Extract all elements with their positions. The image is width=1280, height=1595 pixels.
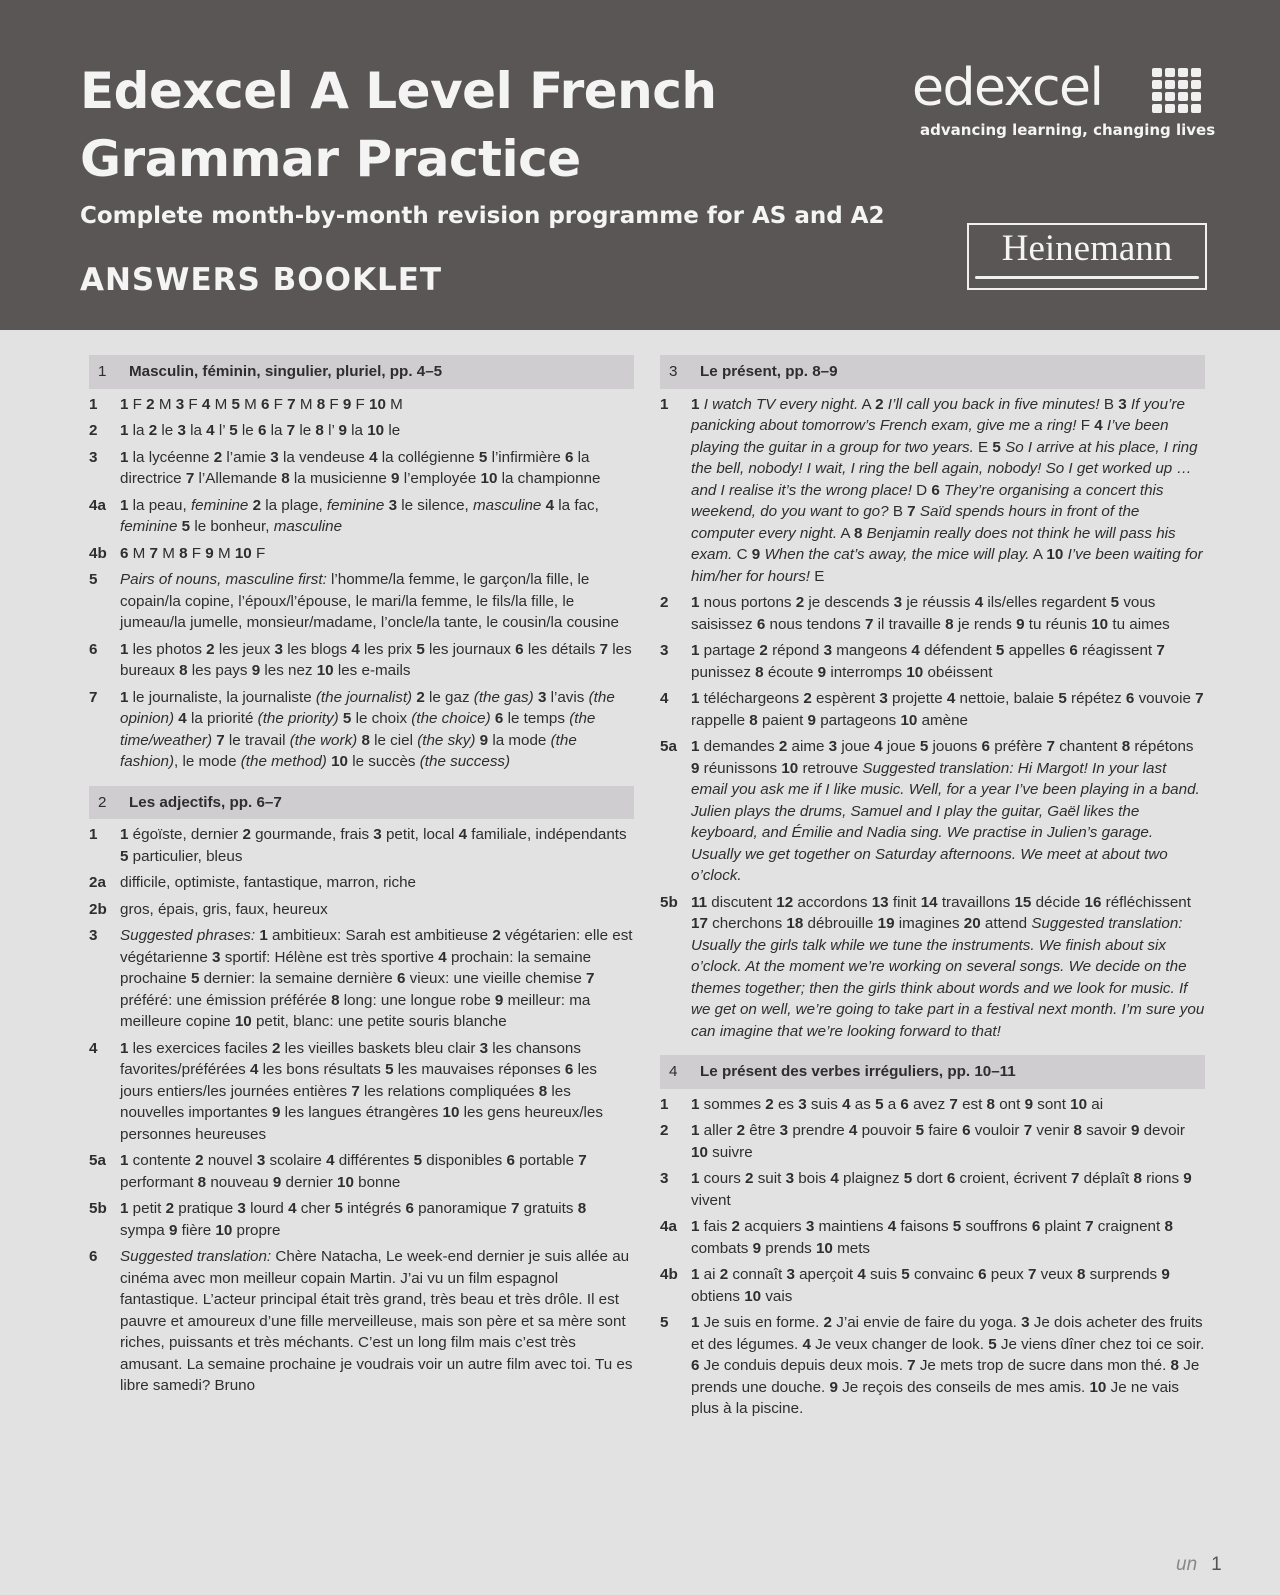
- exercise-number: 3: [89, 448, 98, 466]
- exercise-number: 2: [660, 594, 669, 611]
- answer-text: 1 téléchargeons 2 espèrent 3 projette 4 nettoie, balaie 5 répétez 6 vouvoie 7 rappelle 8 paient 9 partageons 10 amène: [691, 690, 1204, 729]
- answer-text: 1 égoïste, dernier 2 gourmande, frais 3 petit, local 4 familiale, indépendants 5 particulier, bleus: [120, 826, 627, 865]
- exercise-number: 4b: [89, 544, 107, 562]
- exercise-number: 1: [660, 1095, 669, 1113]
- section-number: 2: [98, 793, 107, 811]
- section-heading: [89, 355, 634, 389]
- answer-text: Pairs of nouns, masculine first: l’homme/la femme, le garçon/la fille, le copain/la copine, l’époux/l’épouse, le mari/la femme, le fils/la fille, le jumeau/la jumelle, monsieur/madame, l’oncle/la tante, le cousin/la cousine: [120, 571, 619, 631]
- answer-item: [89, 872, 634, 894]
- section-number: 1: [98, 363, 107, 380]
- answer-item: [89, 543, 634, 565]
- page-number-digit: 1: [1211, 1554, 1222, 1575]
- answer-item: [660, 1216, 1205, 1259]
- exercise-number: 4: [89, 1039, 98, 1057]
- section-heading: [660, 1055, 1205, 1089]
- answer-text: 1 contente 2 nouvel 3 scolaire 4 différentes 5 disponibles 6 portable 7 performant 8 nouveau 9 dernier 10 bonne: [120, 1152, 587, 1191]
- exercise-number: 4: [660, 690, 669, 707]
- section-heading: [89, 786, 634, 820]
- left-column: [89, 355, 634, 1402]
- answer-text: difficile, optimiste, fantastique, marron, riche: [120, 874, 417, 891]
- answer-text: Suggested translation: Chère Natacha, Le week-end dernier je suis allée au cinéma avec mon meilleur copain Martin. J’ai vu un film espagnol fantastique. L’acteur principal était très grand, très beau et très drôle. Il est pauvre et amoureux d’une fille merveilleuse, mais son père et sa mère sont riches, puissants et très méchants. C’est un long film mais c’est très amusant. La semaine prochaine je voudrais voir un autre film avec toi. Tu es libre samedi? Bruno: [120, 1248, 633, 1394]
- answer-text: 1 aller 2 être 3 prendre 4 pouvoir 5 faire 6 vouloir 7 venir 8 savoir 9 devoir 10 suivre: [691, 1122, 1185, 1161]
- subtitle: Complete month-by-month revision programme for AS and A2: [80, 203, 885, 229]
- answer-item: [660, 736, 1205, 887]
- answer-item: [660, 1168, 1205, 1211]
- exercise-number: 5: [89, 571, 98, 588]
- answer-item: [89, 687, 634, 773]
- exercise-number: 6: [89, 640, 98, 658]
- answer-item: [660, 592, 1205, 635]
- answer-text: 1 Je suis en forme. 2 J’ai envie de faire du yoga. 3 Je dois acheter des fruits et des légumes. 4 Je veux changer de look. 5 Je viens dîner chez toi ce soir. 6 Je conduis depuis deux mois. 7 Je mets trop de sucre dans mon thé. 8 Je prends une douche. 9 Je reçois des conseils de mes amis. 10 Je ne vais plus à la piscine.: [691, 1314, 1205, 1417]
- answer-text: 1 la peau, feminine 2 la plage, feminine 3 le silence, masculine 4 la fac, feminine 5 le bonheur, masculine: [120, 496, 599, 535]
- exercise-number: 5: [660, 1314, 669, 1331]
- answer-text: 1 la lycéenne 2 l’amie 3 la vendeuse 4 la collégienne 5 l’infirmière 6 la directrice 7 l’Allemande 8 la musicienne 9 l’employée 10 la championne: [120, 448, 601, 487]
- answer-item: [660, 1264, 1205, 1307]
- exercise-number: 5a: [89, 1152, 106, 1169]
- exercise-number: 2: [89, 422, 98, 439]
- answer-item: [89, 394, 634, 416]
- answer-text: gros, épais, gris, faux, heureux: [120, 900, 328, 918]
- answer-text: 1 sommes 2 es 3 suis 4 as 5 a 6 avez 7 est 8 ont 9 sont 10 ai: [691, 1095, 1104, 1113]
- exercise-number: 2: [660, 1122, 669, 1139]
- booklet-label: ANSWERS BOOKLET: [80, 262, 443, 298]
- exercise-number: 2a: [89, 874, 106, 891]
- edexcel-logo: edexcel: [912, 58, 1103, 118]
- edexcel-logo-icon: [1152, 68, 1204, 116]
- right-column: [660, 355, 1205, 1425]
- answer-item: [660, 640, 1205, 683]
- section-title: Les adjectifs, pp. 6–7: [129, 793, 282, 811]
- answer-text: 1 les exercices faciles 2 les vieilles baskets bleu clair 3 les chansons favorites/préférées 4 les bons résultats 5 les mauvaises réponses 6 les jours entiers/les journées entières 7 les relations compliquées 8 les nouvelles importantes 9 les langues étrangères 10 les gens heureux/les personnes heureuses: [120, 1039, 603, 1143]
- answer-text: 1 la 2 le 3 la 4 l’ 5 le 6 la 7 le 8 l’ 9 la 10 le: [120, 422, 401, 439]
- answer-text: 1 petit 2 pratique 3 lourd 4 cher 5 intégrés 6 panoramique 7 gratuits 8 sympa 9 fière 10 propre: [120, 1200, 587, 1239]
- answer-text: 6 M 7 M 8 F 9 M 10 F: [120, 544, 266, 562]
- answer-text: 1 F 2 M 3 F 4 M 5 M 6 F 7 M 8 F 9 F 10 M: [120, 395, 403, 413]
- answer-item: [89, 447, 634, 490]
- answer-text: 1 les photos 2 les jeux 3 les blogs 4 les prix 5 les journaux 6 les détails 7 les bureaux 8 les pays 9 les nez 10 les e-mails: [120, 640, 632, 679]
- answer-item: [660, 688, 1205, 731]
- exercise-number: 6: [89, 1248, 98, 1265]
- exercise-number: 5b: [660, 893, 678, 911]
- answer-item: [89, 1246, 634, 1397]
- section-title: Le présent des verbes irréguliers, pp. 10–11: [700, 1063, 1016, 1080]
- answer-item: [89, 925, 634, 1033]
- answer-item: [660, 1120, 1205, 1163]
- exercise-number: 4a: [660, 1218, 677, 1235]
- section-number: 3: [669, 363, 678, 380]
- cover-header: [0, 0, 1280, 330]
- answer-item: [89, 824, 634, 867]
- section-heading: [660, 355, 1205, 389]
- answer-item: [89, 495, 634, 538]
- answer-text: 1 le journaliste, la journaliste (the journalist) 2 le gaz (the gas) 3 l’avis (the opinion) 4 la priorité (the priority) 5 le choix (the choice) 6 le temps (the time/weather) 7 le travail (the work) 8 le ciel (the sky) 9 la mode (the fashion), le mode (the method) 10 le succès (the success): [120, 688, 615, 770]
- answer-item: [660, 394, 1205, 588]
- exercise-number: 4a: [89, 496, 106, 514]
- tagline: advancing learning, changing lives: [920, 121, 1216, 139]
- answer-item: [89, 639, 634, 682]
- answer-text: 1 fais 2 acquiers 3 maintiens 4 faisons 5 souffrons 6 plaint 7 craignent 8 combats 9 prends 10 mets: [691, 1218, 1173, 1257]
- answer-text: Suggested phrases: 1 ambitieux: Sarah est ambitieuse 2 végétarien: elle est végétarienne 3 sportif: Hélène est très sportive 4 prochain: la semaine prochaine 5 dernier: la semaine dernière 6 vieux: une vieille chemise 7 préféré: une émission préférée 8 long: une longue robe 9 meilleur: ma meilleure copine 10 petit, blanc: une petite souris blanche: [120, 927, 633, 1030]
- answer-text: 1 partage 2 répond 3 mangeons 4 défendent 5 appelles 6 réagissent 7 punissez 8 écoute 9 interromps 10 obéissent: [691, 642, 1165, 681]
- answer-text: 1 ai 2 connaît 3 aperçoit 4 suis 5 convainc 6 peux 7 veux 8 surprends 9 obtiens 10 vais: [691, 1266, 1170, 1305]
- exercise-number: 5a: [660, 738, 677, 755]
- exercise-number: 1: [660, 395, 669, 413]
- answer-item: [660, 1094, 1205, 1116]
- exercise-number: 4b: [660, 1266, 678, 1283]
- answer-text: 1 nous portons 2 je descends 3 je réussis 4 ils/elles regardent 5 vous saisissez 6 nous tendons 7 il travaille 8 je rends 9 tu réunis 10 tu aimes: [691, 594, 1170, 633]
- answer-text: 1 cours 2 suit 3 bois 4 plaignez 5 dort 6 croient, écrivent 7 déplaît 8 rions 9 vivent: [691, 1170, 1192, 1209]
- answer-item: [89, 569, 634, 634]
- exercise-number: 3: [660, 642, 669, 659]
- section-title: Le présent, pp. 8–9: [700, 363, 838, 380]
- section-number: 4: [669, 1063, 678, 1080]
- answer-item: [89, 1150, 634, 1193]
- exercise-number: 3: [89, 927, 98, 944]
- title-line-1: Edexcel A Level French: [80, 62, 717, 120]
- answer-item: [660, 892, 1205, 1043]
- exercise-number: 5b: [89, 1200, 107, 1217]
- exercise-number: 3: [660, 1170, 669, 1187]
- exercise-number: 2b: [89, 900, 107, 918]
- answer-item: [660, 1312, 1205, 1420]
- answer-item: [89, 1038, 634, 1146]
- exercise-number: 1: [89, 395, 98, 413]
- exercise-number: 7: [89, 688, 98, 706]
- page-number-word: un: [1176, 1554, 1198, 1575]
- title-line-2: Grammar Practice: [80, 130, 581, 188]
- answer-text: 1 I watch TV every night. A 2 I’ll call you back in five minutes! B 3 If you’re panicking about tomorrow’s French exam, give me a ring! F 4 I’ve been playing the guitar in a group for two years. E 5 So I arrive at his place, I ring the bell, nobody! I wait, I ring the bell again, nobody! So I get worked up … and I realise it’s the wrong place! D 6 They’re organising a concert this weekend, do you want to go? B 7 Saïd spends hours in front of the computer every night. A 8 Benjamin really does not think he will pass his exam. C 9 When the cat’s away, the mice will play. A 10 I’ve been waiting for him/her for hours! E: [691, 395, 1203, 585]
- answer-text: 1 demandes 2 aime 3 joue 4 joue 5 jouons 6 préfère 7 chantent 8 répétons 9 réunissons 10 retrouve Suggested translation: Hi Margot! In your last email you ask me if I like music. Well, for a year I’ve been playing in a band. Julien plays the drums, Samuel and I play the guitar, Gaël likes the keyboard, and Émilie and Nadia sing. We practise in Julien’s garage. Usually we get together on Saturday afternoons. We meet at about two o’clock.: [691, 738, 1200, 884]
- answer-text: 11 discutent 12 accordons 13 finit 14 travaillons 15 décide 16 réfléchissent 17 cherchons 18 débrouille 19 imagines 20 attend Suggested translation: Usually the girls talk while we tune the instruments. We finish about six o’clock. At the moment we’re working on several songs. We decide on the themes together; then the girls think about words and we look for music. If we get on well, we’re going to take part in a festival next month. I’m sure you can imagine that we’re looking forward to that!: [691, 893, 1205, 1040]
- section-title: Masculin, féminin, singulier, pluriel, pp. 4–5: [129, 363, 443, 380]
- answer-item: [89, 1198, 634, 1241]
- exercise-number: 1: [89, 826, 98, 843]
- answer-item: [89, 899, 634, 921]
- heinemann-logo: Heinemann: [967, 223, 1207, 290]
- answer-item: [89, 420, 634, 442]
- page-number: [1176, 1554, 1222, 1576]
